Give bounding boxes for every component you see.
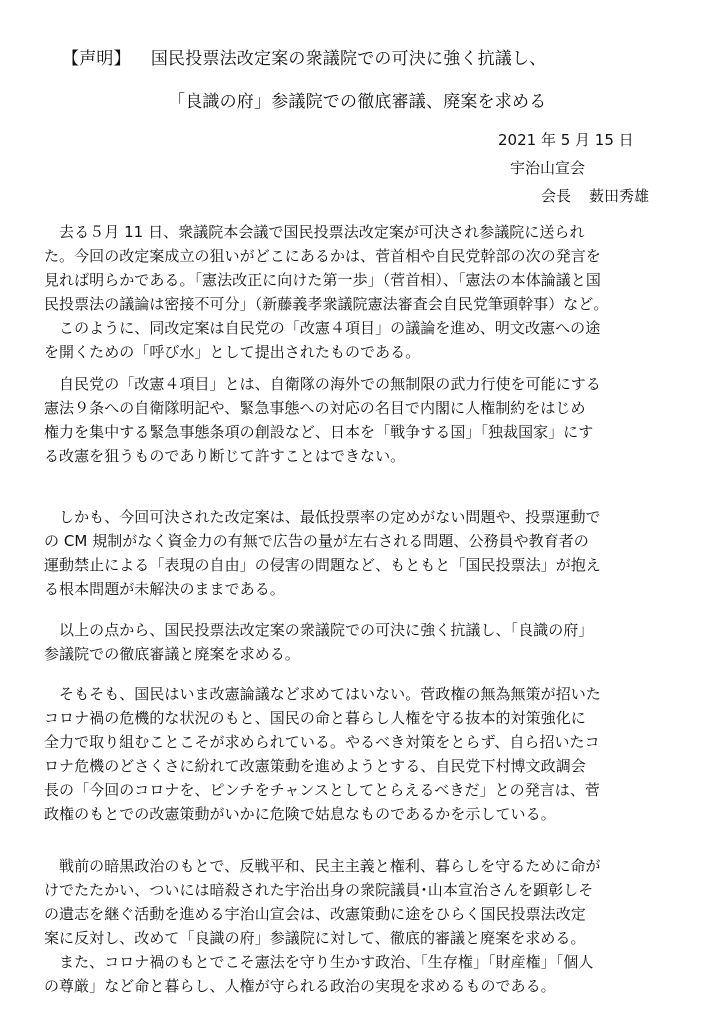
paragraph-line: を開くための「呼び水」として提出されたものである。 [44, 343, 421, 361]
statement-title-text-1: 国民投票法改定案の衆議院での可決に強く抗議し、 [150, 49, 547, 69]
paragraph-line: た。今回の改定案成立の狙いがどこにあるかは、菅首相や自民党幹部の次の発言を [44, 247, 601, 265]
paragraph-line: 見れば明らかである。「憲法改正に向けた第一歩」（菅首相）、「憲法の本体論議と国 [44, 271, 601, 289]
paragraph-line: の遺志を継ぐ活動を進める宇治山宣会は、改憲策動に途をひらく国民投票法改定 [44, 905, 586, 923]
paragraph-line: 以上の点から、国民投票法改定案の衆議院での可決に強く抗議し、「良識の府」 [44, 621, 594, 639]
statement-title-line-2: 「良識の府」参議院での徹底審議、廃案を求める [168, 92, 547, 112]
statement-title-line-1 [62, 48, 546, 70]
paragraph [44, 618, 684, 666]
paragraph-line: そもそも、国民はいま改憲論議など求めてはいない。菅政権の無為無策が招いた [44, 685, 601, 703]
statement-label: 【声明】 [62, 49, 131, 69]
signatory [541, 186, 649, 206]
signatory-role: 会長 [541, 187, 572, 205]
paragraph-line: の CM 規制がなく資金力の有無で広告の量が左右される問題、公務員や教育者の [44, 532, 589, 550]
organization-name: 宇治山宣会 [510, 159, 586, 177]
paragraph [44, 682, 684, 826]
paragraph-line: 案に反対し、改めて「良識の府」参議院に対して、徹底的審議と廃案を求める。 [44, 929, 586, 947]
paragraph-line: ロナ危機のどさくさに紛れて改憲策動を進めようとする、自民党下村博文政調会 [44, 757, 586, 775]
paragraph-line: 権力を集中する緊急事態条項の創設など、日本を「戦争する国」「独裁国家」にす [44, 423, 594, 441]
paragraph-line: しかも、今回可決された改定案は、最低投票率の定めがない問題や、投票運動で [44, 508, 601, 526]
paragraph-line: 自民党の「改憲４項目」とは、自衛隊の海外での無制限の武力行使を可能にする [44, 375, 601, 393]
paragraph-line: コロナ禍の危機的な状況のもと、国民の命と暮らし人権を守る抜本的対策強化に [44, 709, 586, 727]
paragraph-line: 長の「今回のコロナを、ピンチをチャンスとしてとらえるべきだ」との発言は、菅 [44, 781, 600, 799]
paragraph [44, 220, 684, 364]
paragraph-line: 戦前の暗黒政治のもとで、反戦平和、民主主義と権利、暮らしを守るために命が [44, 857, 601, 875]
paragraph-line: 政権のもとでの改憲策動がいかに危険で姑息なものであるかを示している。 [44, 805, 556, 823]
paragraph [44, 854, 684, 998]
paragraph-line: る改憲を狙うものであり断じて許すことはできない。 [44, 447, 406, 465]
paragraph-line: の尊厳」など命と暮らし、人権が守られる政治の実現を求めるものである。 [44, 977, 556, 995]
paragraph-line: このように、同改定案は自民党の「改憲４項目」の議論を進め、明文改憲への途 [44, 319, 601, 337]
paragraph-line: る根本問題が未解決のままである。 [44, 580, 285, 598]
statement-date: 2021 年 5 月 15 日 [498, 131, 634, 149]
paragraph-line: 全力で取り組むことこそが求められている。やるべき対策をとらず、自ら招いたコ [44, 733, 600, 751]
paragraph-line: 運動禁止による「表現の自由」の侵害の問題など、もともと「国民投票法」が抱え [44, 556, 601, 574]
paragraph-line: 参議院での徹底審議と廃案を求める。 [44, 645, 300, 663]
paragraph-line: けでたたかい、ついには暗殺された宇治出身の衆院議員･山本宣治さんを顕彰しそ [44, 881, 594, 899]
paragraph-line: 去る５月 11 日、衆議院本会議で国民投票法改定案が可決され参議院に送られ [44, 223, 585, 241]
signatory-name: 薮田秀雄 [589, 187, 650, 205]
paragraph-line: 憲法９条への自衛隊明記や、緊急事態への対応の名目で内閣に人権制約をはじめ [44, 399, 586, 417]
paragraph [44, 505, 684, 601]
paragraph-line: また、コロナ禍のもとでこそ憲法を守り生かす政治、「生存権」「財産権」「個人 [44, 953, 594, 971]
paragraph [44, 372, 684, 468]
paragraph-line: 民投票法の議論は密接不可分」（新藤義孝衆議院憲法審査会自民党筆頭幹事）など。 [44, 295, 609, 313]
